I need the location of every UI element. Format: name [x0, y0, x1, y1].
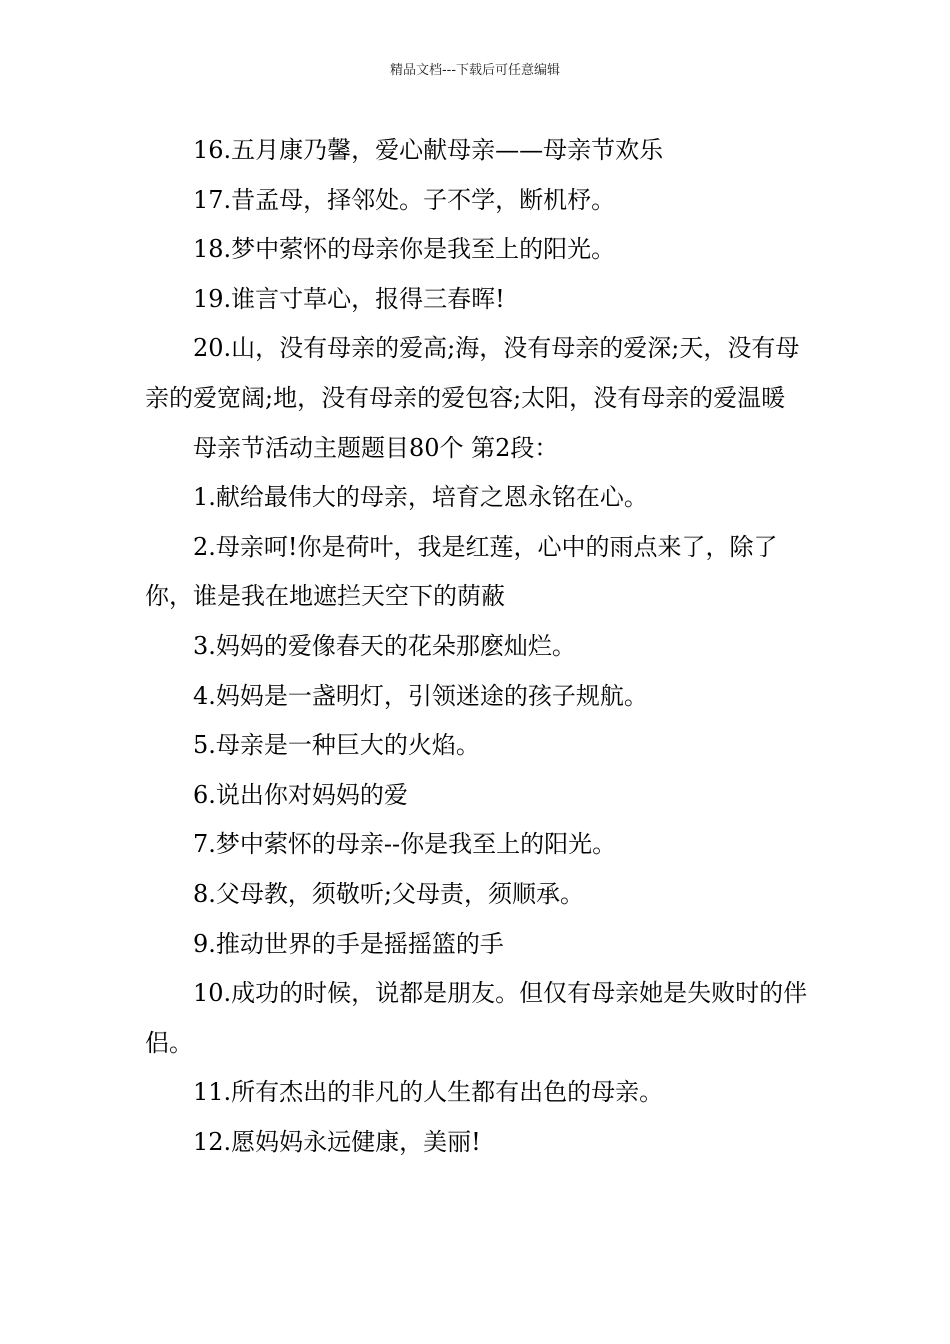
- page-header: 精品文档---下载后可任意编辑: [389, 63, 561, 78]
- document-body: [145, 126, 810, 1167]
- paragraph: 12.愿妈妈永远健康，美丽!: [193, 1127, 481, 1156]
- paragraph: 3.妈妈的爱像春天的花朵那麽灿烂。: [193, 631, 576, 660]
- section-heading: 母亲节活动主题题目80个 第2段：: [193, 433, 559, 462]
- paragraph: 19.谁言寸草心，报得三春晖!: [193, 284, 505, 313]
- paragraph: 20.山，没有母亲的爱高;海，没有母亲的爱深;天，没有母亲的爱宽阔;地，没有母亲的爱包容;太阳，没有母亲的爱温暖: [145, 334, 800, 412]
- paragraph: 9.推动世界的手是摇摇篮的手: [193, 929, 504, 958]
- paragraph: 16.五月康乃馨，爱心献母亲——母亲节欢乐: [193, 136, 664, 164]
- paragraph: 18.梦中萦怀的母亲你是我至上的阳光。: [193, 235, 616, 264]
- paragraph: 7.梦中萦怀的母亲--你是我至上的阳光。: [193, 830, 617, 859]
- paragraph: 11.所有杰出的非凡的人生都有出色的母亲。: [193, 1078, 664, 1107]
- paragraph: 6.说出你对妈妈的爱: [193, 780, 408, 809]
- paragraph: 5.母亲是一种巨大的火焰。: [193, 731, 480, 760]
- paragraph: 8.父母教，须敬听;父母责，须顺承。: [193, 879, 584, 908]
- paragraph: 17.昔孟母，择邻处。子不学，断机杼。: [193, 185, 616, 214]
- paragraph: 10.成功的时候，说都是朋友。但仅有母亲她是失败时的伴侣。: [145, 979, 808, 1057]
- paragraph: 4.妈妈是一盏明灯，引领迷途的孩子规航。: [193, 681, 648, 710]
- paragraph: 1.献给最伟大的母亲，培育之恩永铭在心。: [193, 483, 648, 512]
- paragraph: 2.母亲呵!你是荷叶，我是红莲，心中的雨点来了，除了你，谁是我在地遮拦天空下的荫蔽: [145, 532, 778, 611]
